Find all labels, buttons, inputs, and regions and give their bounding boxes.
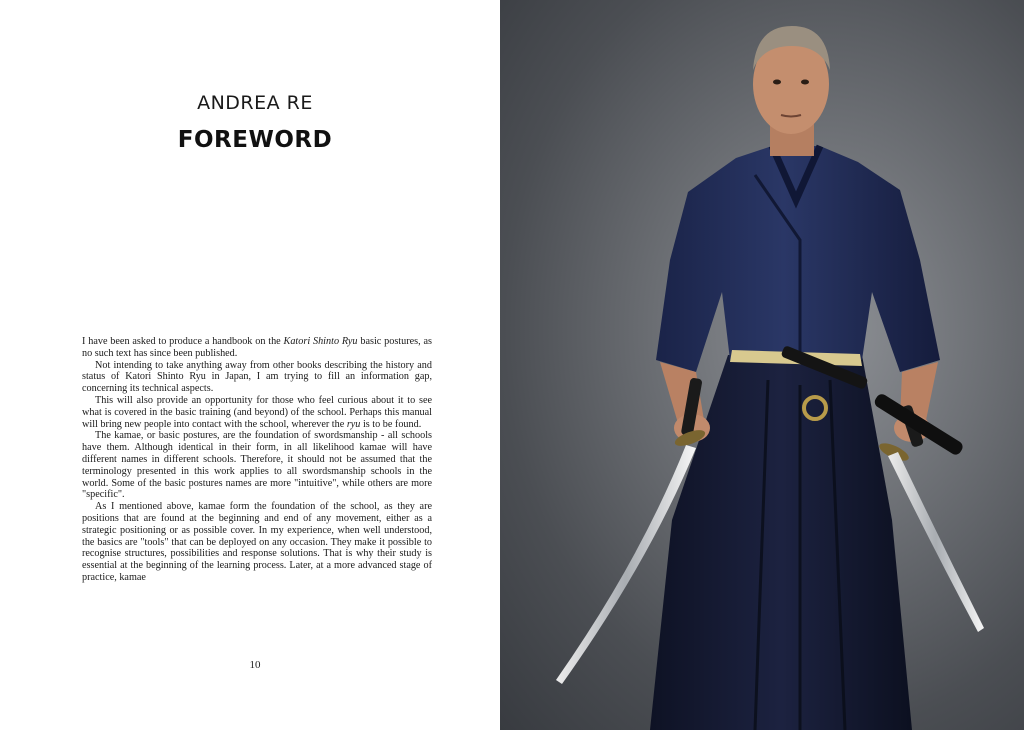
paragraph-2: Not intending to take anything away from other books describing the history and status of Katori Shinto Ryu in Japan, I am trying to fill an information gap, concerning its technical aspects.	[82, 359, 432, 395]
italic-term: Katori Shinto Ryu	[283, 336, 358, 347]
left-eye	[773, 80, 781, 85]
body-text	[82, 336, 432, 584]
author-name: ANDREA RE	[197, 92, 313, 114]
paragraph-4: The kamae, or basic postures, are the foundation of swordsmanship - all schools have them. Although identical in their form, in all likelihood kamae will have different names in different schools. Therefore, it should not be assumed that the terminology presented in this work applies to all swordsmanship schools in the world. Some of the basic postures names are more "intuitive", while others are more "specific".	[82, 430, 432, 501]
paragraph-5: As I mentioned above, kamae form the foundation of the school, as they are positions that are found at the beginning and end of any movement, either as a strategic positioning or as possible cover. In my experience, when well understood, the basics are "tools" that can be deployed on any occasion. They make it possible to recognise structures, possibilities and response solutions. That is why their study is essential at the beginning of the learning process. Later, at a more advanced stage of practice, kamae	[82, 501, 432, 583]
page-number: 10	[249, 659, 261, 671]
swordsman-photo	[500, 0, 1024, 730]
left-page	[0, 0, 500, 730]
paragraph-3: This will also provide an opportunity for those who feel curious about it to see what is covered in the basic training (and beyond) of the school. Perhaps this manual will bring new people into contact with the school, wherever the ryu is to be found.	[82, 394, 432, 430]
paragraph-1: I have been asked to produce a handbook on the Katori Shinto Ryu basic postures, as no such text has since been published.	[82, 336, 432, 359]
right-eye	[801, 80, 809, 85]
chapter-title: FOREWORD	[177, 127, 333, 153]
italic-term: ryu	[346, 418, 361, 430]
gi-jacket	[656, 146, 940, 372]
right-sword-blade	[888, 452, 984, 632]
right-page	[500, 0, 1024, 730]
